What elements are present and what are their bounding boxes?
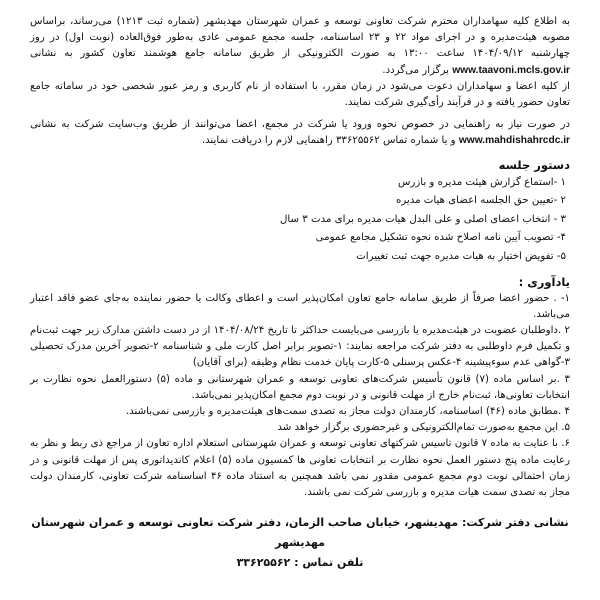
agenda-item: ۳ - انتخاب اعضای اصلی و علی البدل هیات مدیره برای مدت ۳ سال bbox=[280, 213, 566, 225]
invitation-paragraph: از کلیه اعضا و سهامداران دعوت می‌شود در زمان مقرر، با استفاده از نام کاربری و رمز عبور شخصی خود در سامانه جامع تعاون حضور یافته و در فرآیند رأی‌گیری شرکت نمایند. bbox=[30, 80, 570, 109]
intro-text-end: برگزار می‌گردد. bbox=[382, 64, 449, 76]
guidance-text-end: و یا شماره تماس ۳۳۶۲۵۵۶۲ راهنمایی لازم را دریافت نمایند. bbox=[201, 135, 456, 147]
guidance-paragraph bbox=[30, 117, 570, 149]
company-address: نشانی دفتر شرکت: مهدیشهر، خیابان صاحب الزمان، دفتر شرکت تعاونی توسعه و عمران شهرستان مهدیشهر bbox=[31, 516, 569, 550]
agenda-item: ۴- تصویب آیین نامه اصلاح شده نحوه تشکیل مجامع عمومی bbox=[315, 232, 566, 244]
intro-text: به اطلاع کلیه سهامداران محترم شرکت تعاونی توسعه و عمران شهرستان مهدیشهر (شماره ثبت ۱۲۱۳) می‌رساند، براساس مصوبه هیئت‌مدیره و در اجرای مواد ۲۲ و ۲۳ اساسنامه، جلسه مجمع عمومی عادی به‌طور فوق‌العاده (نوبت اول) در روز چهارشنبه ۱۴۰۴/۰۹/۱۲ ساعت ۱۳:۰۰ به صورت الکترونیکی از طریق سامانه جامع هوشمند تعاون کشور به نشانی bbox=[30, 16, 571, 60]
agenda-title: دستور جلسه bbox=[498, 157, 570, 172]
taavoni-link[interactable]: www.taavoni.mcls.gov.ir bbox=[452, 64, 570, 76]
note-item: ۴ .مطابق ماده (۴۶) اساسنامه، کارمندان دولت مجاز به تصدی سمت‌های هیئت‌مدیره و بازرسی نمی‌باشند. bbox=[125, 406, 570, 418]
company-website-link[interactable]: www.mahdishahrcdc.ir bbox=[458, 135, 570, 147]
agenda-item: ۱ -استماع گزارش هیئت مدیره و بازرس bbox=[397, 176, 566, 188]
company-phone: تلفن تماس : ۳۳۶۲۵۵۶۲ bbox=[236, 556, 364, 570]
note-item: ۱- . حضور اعضا صرفاً از طریق سامانه جامع تعاون امکان‌پذیر است و اعطای وکالت یا حضور نماینده به‌جای عضو فاقد اعتبار می‌باشد. bbox=[30, 292, 570, 320]
note-item: ۲ .داوطلبان عضویت در هیئت‌مدیره یا بازرسی می‌بایست حداکثر تا تاریخ ۱۴۰۴/۰۸/۲۴ از در دست داشتن مدارک زیر جهت ثبت‌نام و تکمیل فرم داوطلبی به دفتر شرکت مراجعه نمایند: ۱-تصویر برابر اصل کارت ملی و شناسنامه ۲-تصویر آخرین مدرک تحصیلی ۳-گواهی عدم سوءپیشینه ۴-عکس پرسنلی ۵-کارت پایان خدمت نظام وظیفه (برای آقایان) bbox=[30, 325, 570, 369]
agenda-item: ۵- تفویض اختیار به هیات مدیره جهت ثبت تغییرات bbox=[356, 251, 566, 262]
note-item: ۳ .بر اساس ماده (۷) قانون تأسیس شرکت‌های تعاونی توسعه و عمران شهرستانی و ماده (۵) دستورالعمل نحوه نظارت بر انتخابات تعاونی‌ها، ثبت‌نام خارج از مهلت قانونی و در نوبت دوم مجمع امکان‌پذیر نمی‌باشد. bbox=[30, 373, 570, 401]
footer bbox=[30, 513, 570, 573]
agenda-list bbox=[30, 174, 570, 267]
intro-paragraph bbox=[30, 14, 570, 79]
notes-list bbox=[30, 291, 570, 502]
agenda-item: ۲ -تعیین حق الجلسه اعضای هیات مدیره bbox=[395, 195, 566, 207]
note-item: ۵. این مجمع به‌صورت تمام‌الکترونیکی و غیرحضوری برگزار خواهد شد bbox=[277, 422, 570, 434]
note-item: ۶. با عنایت به ماده ۷ قانون تاسیس شرکتهای تعاونی توسعه و عمران شهرستانی استعلام اداره تعاون از مراجع ذی ربط و نظر به رعایت ماده پنج دستور العمل نحوه نظارت بر انتخابات تعاونی ها کمسیون ماده (۵) اعلام کاندیداتوری پس از مهلت قانونی و در زمان احتمالی نوبت دوم مجمع عمومی مقدور نمی باشد همچنین به استناد ماده ۴۶ اساسنامه شرکت تعاونی، کارمندان دولت مجاز به تصدی سمت هیات مدیره و بازرسی شرکت نمی باشند. bbox=[30, 438, 571, 499]
notes-title: یادآوری : bbox=[518, 274, 570, 289]
guidance-text: در صورت نیاز به راهنمایی در خصوص نحوه ورود یا شرکت در مجمع، اعضا می‌توانند از طریق وب‌سایت شرکت به نشانی bbox=[30, 119, 570, 131]
